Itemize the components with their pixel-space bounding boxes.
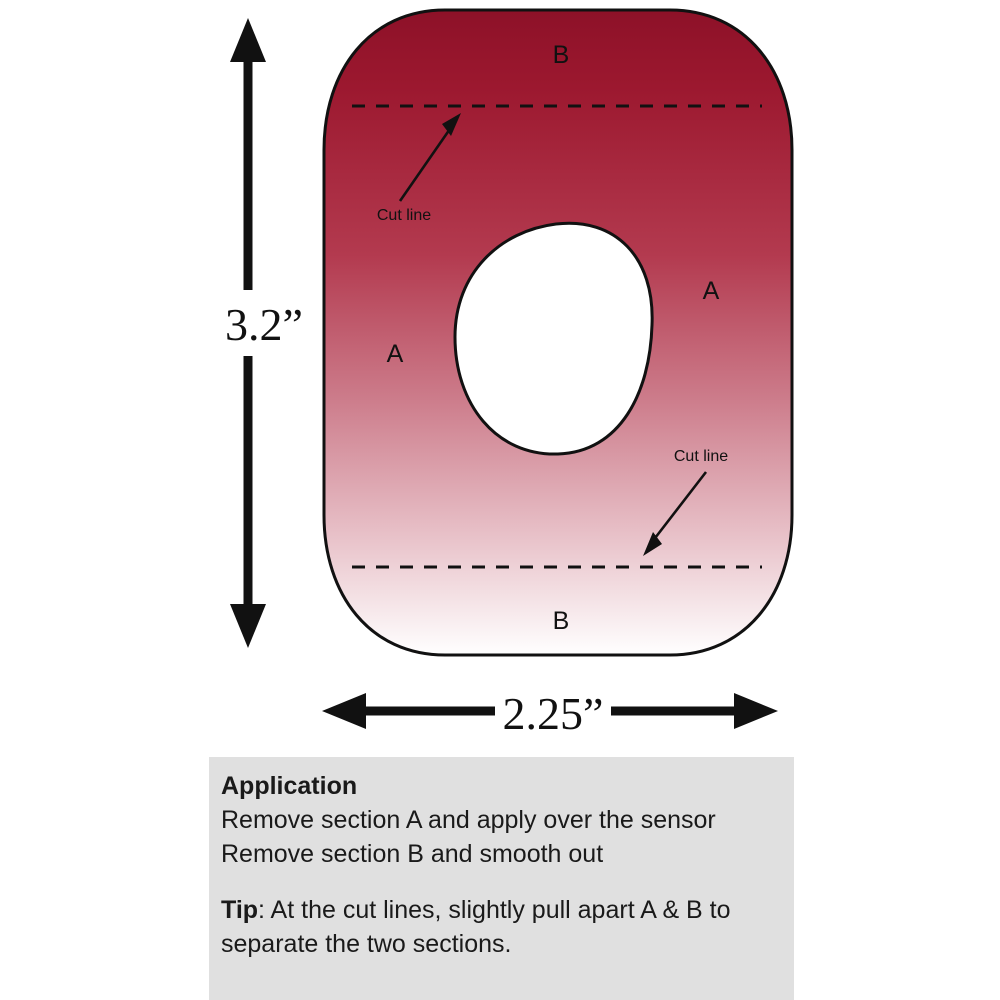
width-dimension-label: 2.25” — [502, 688, 604, 739]
section-label-a-left: A — [386, 340, 404, 368]
application-tip-label: Tip — [221, 895, 259, 924]
section-label-a-right: A — [702, 277, 720, 305]
application-step-2: Remove section B and smooth out — [221, 840, 604, 868]
section-label-b-bottom: B — [552, 607, 570, 635]
height-dimension-label: 3.2” — [225, 299, 303, 350]
application-tip — [221, 894, 784, 962]
application-tip-text: : At the cut lines, slightly pull apart A & B to separate the two sections. — [221, 895, 731, 958]
cut-line-top-label: Cut line — [376, 207, 432, 224]
application-spacer — [219, 872, 784, 894]
application-panel — [209, 757, 794, 1000]
section-label-b-top: B — [552, 41, 570, 69]
cut-line-bottom-label: Cut line — [673, 448, 729, 465]
application-heading: Application — [221, 772, 358, 800]
sensor-hole — [455, 223, 652, 454]
application-step-1: Remove section A and apply over the sensor — [221, 806, 716, 835]
